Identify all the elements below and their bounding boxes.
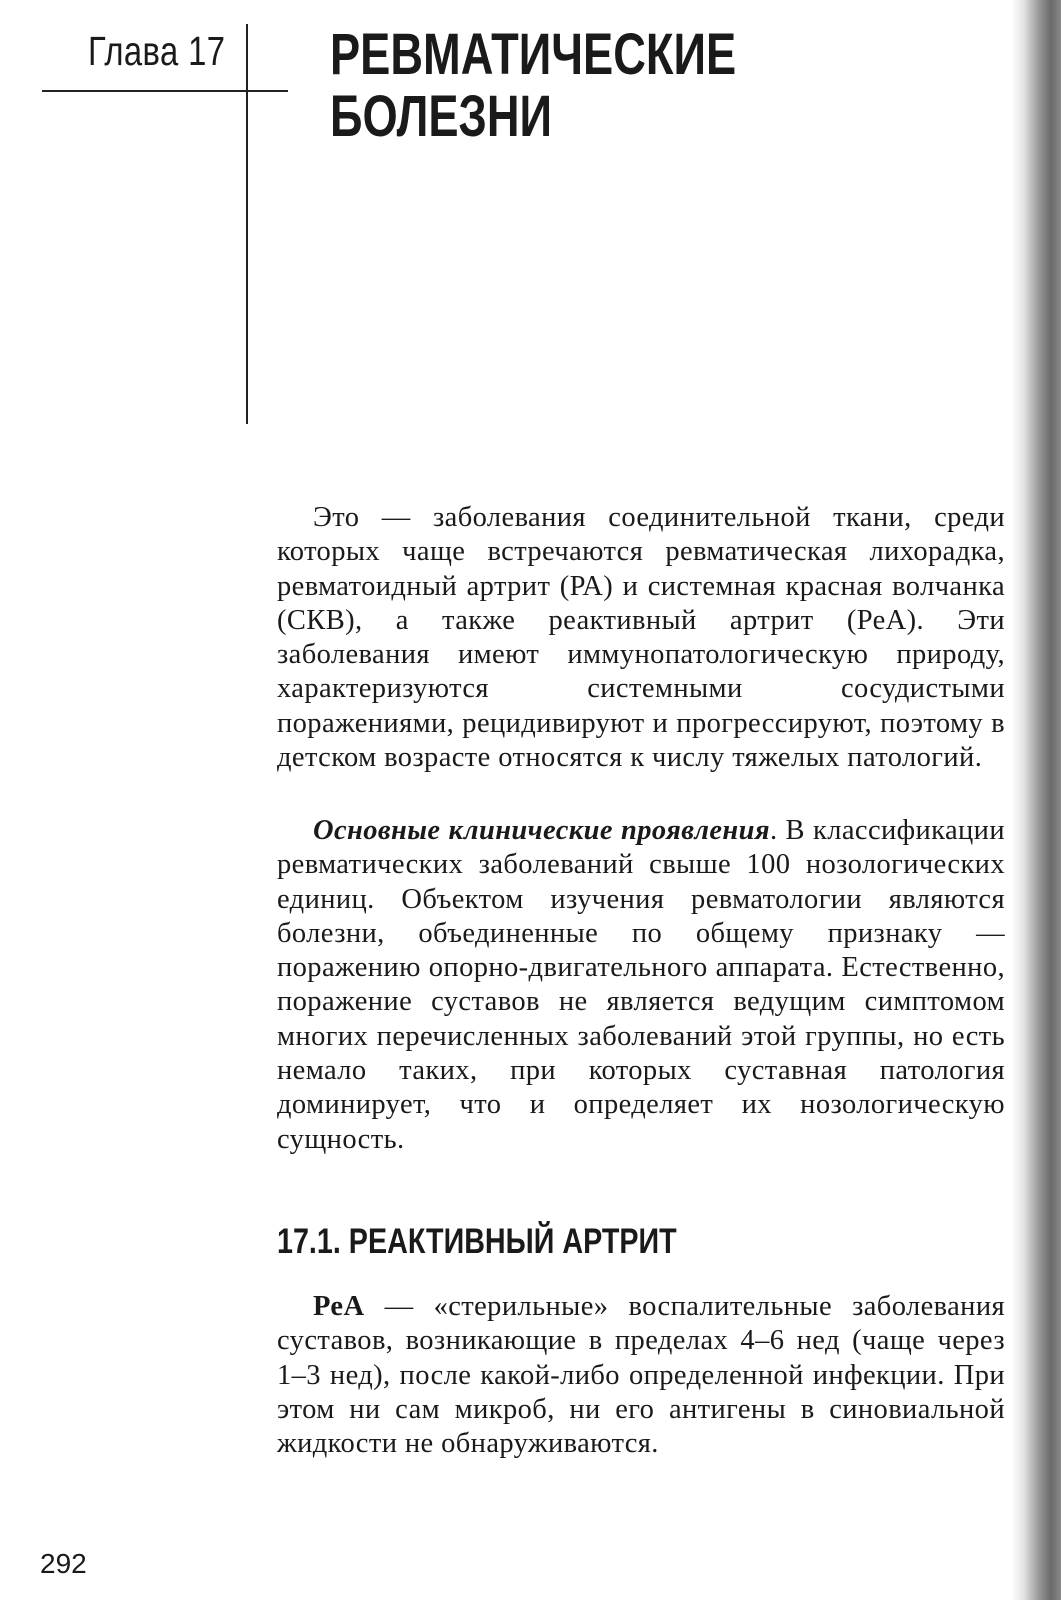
section-paragraph xyxy=(277,1290,1005,1461)
header-vertical-rule xyxy=(246,24,248,424)
chapter-title-line-2: БОЛЕЗНИ xyxy=(330,84,553,149)
page-number: 292 xyxy=(40,1548,87,1579)
intro-paragraph: Это — заболевания соединительной ткани, среди которых чаще встречаются ревматическая лихорадка, ревматоидный артрит (РА) и системная красная волчанка (СКВ), а также реактивный артрит (РеА). Эти заболевания имеют иммунопатологическую природу, характеризуются системными сосудистыми поражениями, рецидивируют и прогрессируют, поэтому в детском возрасте относятся к числу тяжелых патологий. xyxy=(277,502,1005,774)
clinical-paragraph xyxy=(277,814,1005,1157)
chapter-title-line-1: РЕВМАТИЧЕСКИЕ xyxy=(330,22,737,87)
scan-page-edge xyxy=(1011,0,1061,1600)
clinical-lead: Основные клинические проявления xyxy=(313,815,770,846)
clinical-body: . В классификации ревматических заболеваний свыше 100 нозологических единиц. Объектом изучения ревматологии являются болезни, объединенные по общему признаку — поражению опорно-двигательного аппарата. Естественно, поражение суставов не является ведущим симптомом многих перечисленных заболеваний этой группы, но есть немало таких, при которых суставная патология доминирует, что и определяет их нозологическую сущность. xyxy=(277,815,1005,1155)
section-title: 17.1. РЕАКТИВНЫЙ АРТРИТ xyxy=(277,1222,677,1261)
chapter-title xyxy=(330,24,736,148)
chapter-label: Глава 17 xyxy=(88,28,226,74)
header-horizontal-rule xyxy=(42,90,288,92)
section-body: — «стерильные» воспалительные заболевания суставов, возникающие в пределах 4–6 нед (чаще через 1–3 нед), после какой-либо определенной инфекции. При этом ни сам микроб, ни его антигены в синовиальной жидкости не обнаруживаются. xyxy=(277,1291,1005,1460)
section-lead: РеА xyxy=(313,1291,365,1322)
